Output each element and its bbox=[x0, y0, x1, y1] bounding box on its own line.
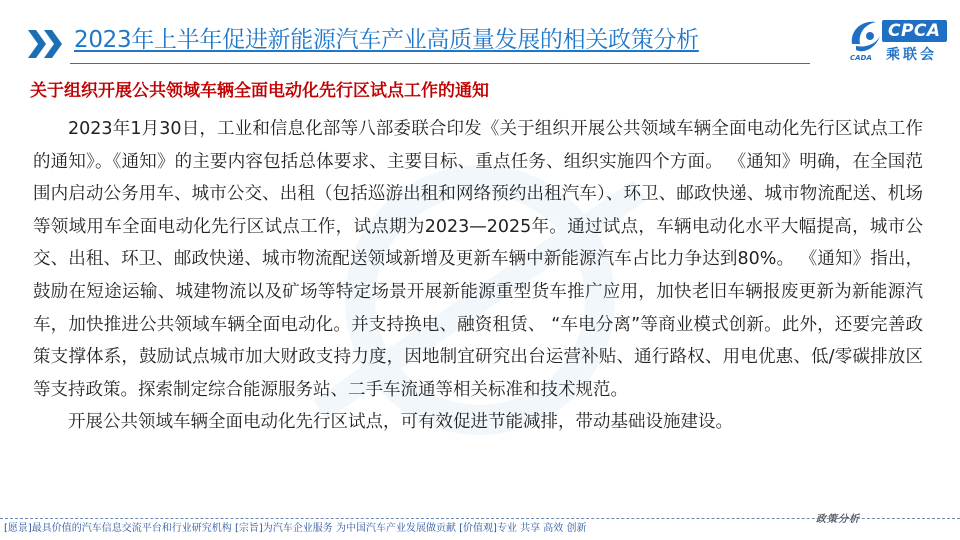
logo-small-text: CADA bbox=[850, 54, 872, 62]
page-title: 2023年上半年促进新能源汽车产业高质量发展的相关政策分析 bbox=[74, 27, 699, 53]
footer-slogan: [愿景]最具价值的汽车信息交流平台和行业研究机构 [宗旨]为汽车企业服务 为中国汽车产业发展做贡献 [价值观]专业 共享 高效 创新 bbox=[4, 523, 587, 534]
footer-section-label: 政策分析 bbox=[816, 514, 860, 525]
body-text bbox=[33, 113, 923, 439]
footer-divider bbox=[0, 518, 960, 519]
paragraph-main: 2023年1月30日，工业和信息化部等八部委联合印发《关于组织开展公共领域车辆全面电动化先行区试点工作的通知》。《通知》的主要内容包括总体要求、主要目标、重点任务、组织实施四个方面。 《通知》明确，在全国范围内启动公务用车、城市公交、出租（包括巡游出租和网络预约出租汽车）、环卫、邮政快递、城市物流配送、机场等领域用车全面电动化先行区试点工作，试点期为2023—2025年。通过试点，车辆电动化水平大幅提高，城市公交、出租、环卫、邮政快递、城市物流配送领域新增及更新车辆中新能源汽车占比力争达到80%。 《通知》指出，鼓励在短途运输、城建物流以及矿场等特定场景开展新能源重型货车推广应用，加快老旧车辆报废更新为新能源汽车，加快推进公共领域车辆全面电动化。并支持换电、融资租赁、 “车电分离”等商业模式创新。此外，还要完善政策支撑体系，鼓励试点城市加大财政支持力度，因地制宜研究出台运营补贴、通行路权、用电优惠、低/零碳排放区等支持政策。探索制定综合能源服务站、二手车流通等相关标准和技术规范。 bbox=[33, 119, 923, 400]
logo-cpca-text: CPCA bbox=[882, 20, 947, 42]
logo-cn-text: 乘联会 bbox=[886, 47, 937, 63]
title-underline bbox=[70, 63, 810, 64]
slide-header bbox=[0, 0, 960, 68]
section-heading: 关于组织开展公共领域车辆全面电动化先行区试点工作的通知 bbox=[30, 81, 489, 101]
cpca-logo bbox=[846, 14, 946, 66]
paragraph-summary: 开展公共领域车辆全面电动化先行区试点，可有效促进节能减排，带动基础设施建设。 bbox=[68, 412, 733, 433]
double-chevron-right-icon bbox=[28, 30, 64, 58]
